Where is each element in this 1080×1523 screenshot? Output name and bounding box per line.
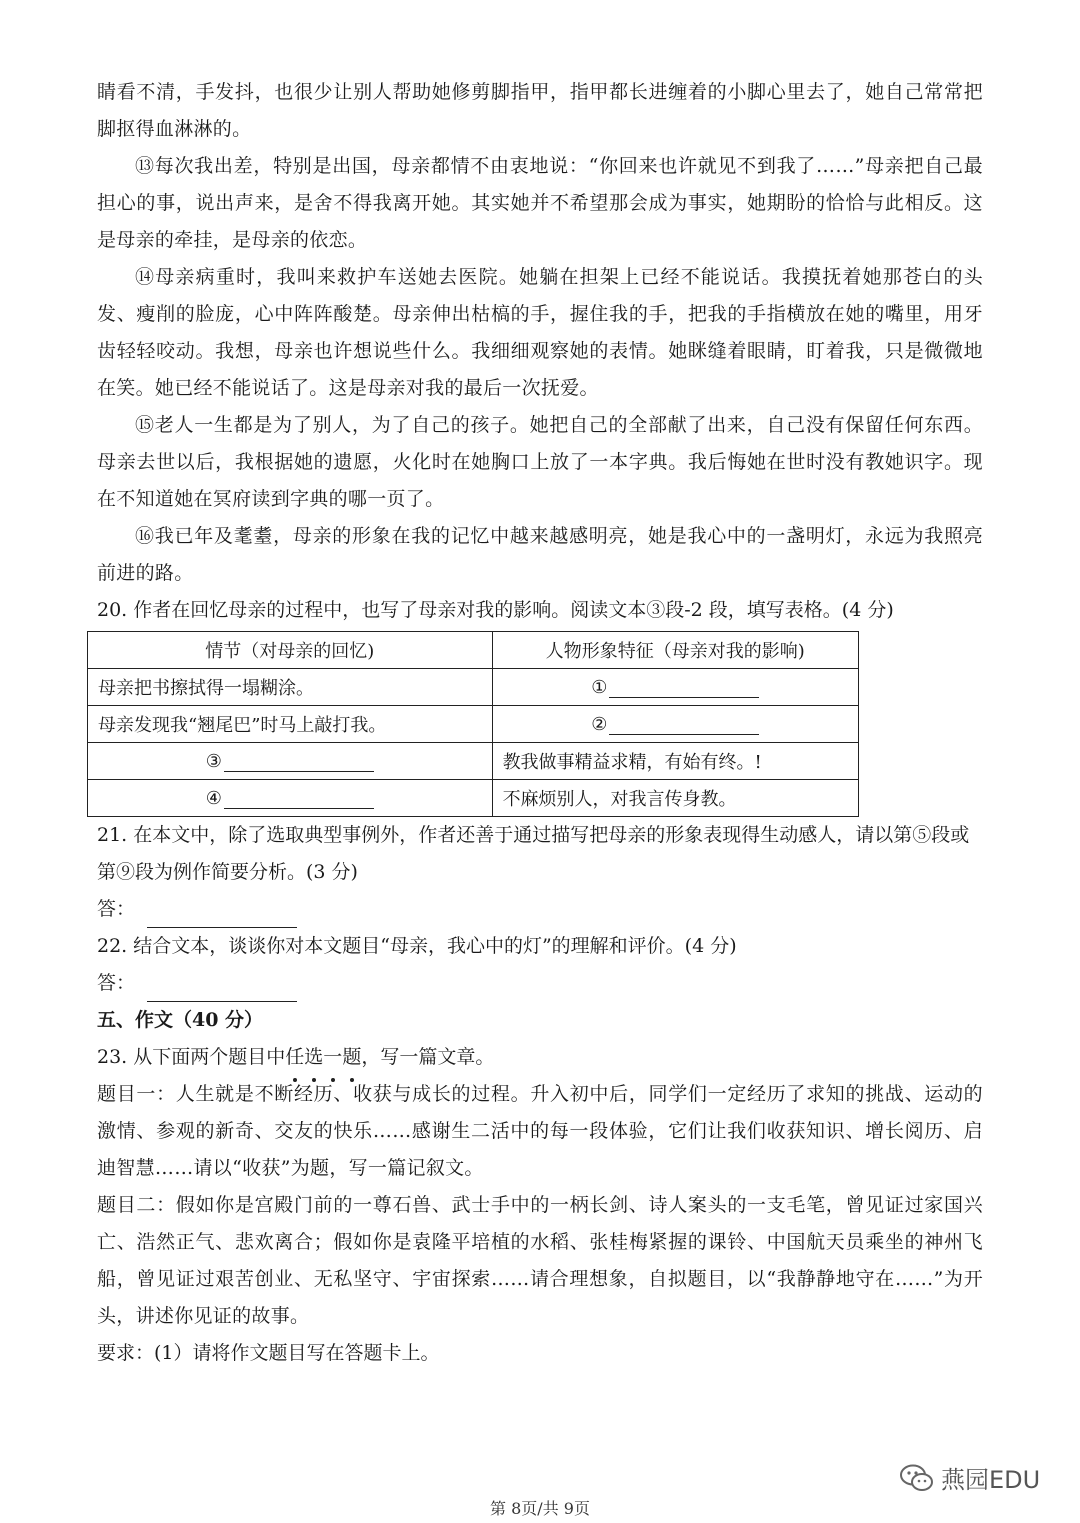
emphasis-char: 选 [304, 1039, 323, 1076]
table-cell-plot[interactable] [88, 743, 493, 780]
essay-topic-one: 题目一：人生就是不断经历、收获与成长的过程。升入初中后，同学们一定经历了求知的挑战、运动的激情、参观的新奇、交友的快乐……感谢生二活中的每一段体验，它们让我们收获知识、增长阅历、启迪智慧……请以“收获”为题，写一篇记叙文。 [97, 1083, 983, 1179]
passage-paragraph-13: ⑬每次我出差，特别是出国，母亲都情不由衷地说：“你回来也许就见不到我了……”母亲把自己最担心的事，说出声来，是舍不得我离开她。其实她并不希望那会成为事实，她期盼的恰恰与此相反。这是母亲的牵挂，是母亲的依恋。 [97, 155, 983, 251]
blank-number: ③ [205, 750, 222, 772]
answer-label: 答： [97, 972, 136, 994]
table-row [88, 669, 859, 706]
question-23-suffix: ，写一篇文章。 [361, 1046, 495, 1068]
passage-paragraph-continued: 睛看不清，手发抖，也很少让别人帮助她修剪脚指甲，指甲都长进缠着的小脚心里去了，她自己常常把脚抠得血淋淋的。 [97, 81, 983, 140]
emphasis-char: 一 [323, 1039, 342, 1076]
question-22-prompt: 22. 结合文本，谈谈你对本文题目“母亲，我心中的灯”的理解和评价。(4 分) [97, 935, 737, 957]
blank-number: ④ [205, 787, 222, 809]
page-footer: 第 8页/共 9页 [490, 1499, 590, 1518]
table-row [88, 743, 859, 780]
fill-blank[interactable] [609, 714, 759, 735]
question-21-answer [97, 891, 983, 928]
table-cell-trait: 教我做事精益求精，有始有终。! [492, 743, 858, 780]
table-header-trait: 人物形象特征（母亲对我的影响) [492, 632, 858, 669]
exam-page [97, 74, 983, 1372]
wechat-icon [899, 1463, 935, 1493]
watermark [899, 1460, 1040, 1495]
table-cell-plot: 母亲把书擦拭得一塌糊涂。 [88, 669, 493, 706]
table-header-row [88, 632, 859, 669]
passage-paragraph-15: ⑮老人一生都是为了别人，为了自己的孩子。她把自己的全部献了出来，自己没有保留任何东西。母亲去世以后，我根据她的遗愿，火化时在她胸口上放了一本字典。我后悔她在世时没有教她识字。现在不知道她在冥府读到字典的哪一页了。 [97, 414, 983, 510]
question-22-answer [97, 965, 983, 1002]
essay-topic-two: 题目二：假如你是宫殿门前的一尊石兽、武士手中的一柄长剑、诗人案头的一支毛笔，曾见证过家国兴亡、浩然正气、悲欢离合；假如你是袁隆平培植的水稻、张桂梅紧握的课铃、中国航天员乘坐的神州飞船，曾见证过艰苦创业、无私坚守、宇宙探索……请合理想象，自拟题目，以“我静静地守在……”为开头，讲述你见证的故事。 [97, 1194, 983, 1327]
essay-requirement: 要求：(1）请将作文题目写在答题卡上。 [97, 1342, 440, 1364]
question-20-prompt: 20. 作者在回忆母亲的过程中，也写了母亲对我的影响。阅读文本③段-2 段，填写表格。(4 分) [97, 599, 894, 621]
table-row [88, 706, 859, 743]
fill-blank[interactable] [224, 751, 374, 772]
answer-label: 答： [97, 898, 136, 920]
question-23-prompt [97, 1039, 983, 1076]
question-21-prompt: 21. 在本文中，除了选取典型事例外，作者还善于通过描写把母亲的形象表现得生动感人，请以第⑤段或第⑨段为例作简要分析。(3 分) [97, 824, 970, 883]
table-cell-plot[interactable] [88, 780, 493, 817]
section-title: 五、作文（40 分） [97, 1009, 264, 1031]
passage-paragraph-14: ⑭母亲病重时，我叫来救护车送她去医院。她躺在担架上已经不能说话。我摸抚着她那苍白的头发、瘦削的脸庞，心中阵阵酸楚。母亲伸出枯槁的手，握住我的手，把我的手指横放在她的嘴里，用牙齿轻轻咬动。我想，母亲也许想说些什么。我细细观察她的表情。她眯缝着眼睛，盯着我，只是微微地在笑。她已经不能说话了。这是母亲对我的最后一次抚爱。 [97, 266, 983, 399]
table-row [88, 780, 859, 817]
answer-blank[interactable] [147, 905, 297, 928]
watermark-text: 燕园EDU [941, 1466, 1041, 1494]
table-cell-trait: 不麻烦别人，对我言传身教。 [492, 780, 858, 817]
fill-blank[interactable] [224, 788, 374, 809]
table-cell-trait[interactable] [492, 669, 858, 706]
emphasis-char: 题 [342, 1039, 361, 1076]
table-header-plot: 情节（对母亲的回忆) [88, 632, 493, 669]
table-cell-plot: 母亲发现我“翘尾巴”时马上敲打我。 [88, 706, 493, 743]
question-23-prefix: 23. 从下面两个题目中 [97, 1046, 286, 1068]
answer-blank[interactable] [147, 979, 297, 1002]
question-20-table [87, 631, 859, 817]
emphasis-char: 任 [285, 1039, 304, 1076]
table-cell-trait[interactable] [492, 706, 858, 743]
blank-number: ② [591, 713, 608, 735]
passage-paragraph-16: ⑯我已年及耄耋，母亲的形象在我的记忆中越来越感明亮，她是我心中的一盏明灯，永远为我照亮前进的路。 [97, 525, 983, 584]
blank-number: ① [591, 676, 608, 698]
fill-blank[interactable] [609, 677, 759, 698]
